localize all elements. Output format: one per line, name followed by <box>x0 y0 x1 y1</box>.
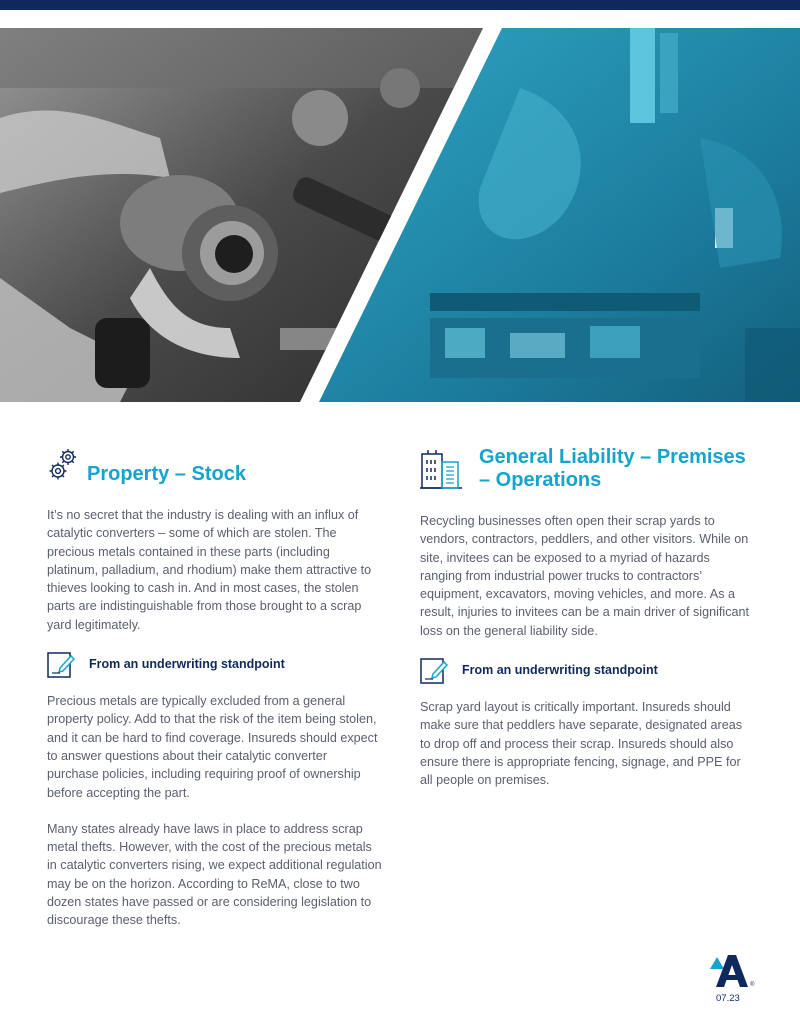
document-code: 07.23 <box>716 993 740 1004</box>
underwriting-subtitle: From an underwriting standpoint <box>462 663 658 678</box>
registered-mark: ® <box>750 982 755 988</box>
underwriting-subheader <box>420 656 755 684</box>
hero-banner <box>0 28 800 402</box>
property-underwriting-text: Precious metals are typically excluded from a general property policy. Add to that the risk of the item being stolen, and it can be hard to find coverage. Insureds should expect to answer questions about their catalytic converter purchase policies, including requiring proof of ownership before accepting the part. <box>47 694 378 800</box>
underwriting-subtitle: From an underwriting standpoint <box>89 657 285 672</box>
general-liability-section <box>420 446 755 790</box>
liability-underwriting-text: Scrap yard layout is critically important. Insureds should make sure that peddlers have separate, designated areas to drop off and process their scrap. Insureds should also ensure there is appropriate fencing, signage, and PPE for all people on premises. <box>420 700 743 788</box>
gears-icon <box>47 446 79 484</box>
property-intro-text: It’s no secret that the industry is dealing with an influx of catalytic converters – some of which are stolen. The precious metals contained in these parts (including platinum, palladium, and rhodium) make them attractive to thieves looking to cash in. And in most cases, the stolen parts are indistinguishable from those brought to a scrap yard legitimately. <box>47 508 372 632</box>
section-title: General Liability – Premises – Operations <box>479 446 746 491</box>
edit-note-icon <box>420 656 448 684</box>
edit-note-icon <box>47 650 75 678</box>
underwriting-subheader <box>47 650 382 678</box>
company-logo <box>706 953 756 989</box>
property-stock-header <box>47 446 382 486</box>
property-stock-section <box>47 446 382 930</box>
property-regulation-text: Many states already have laws in place to address scrap metal thefts. However, with the cost of the precious metals in catalytic converters rising, we expect additional regulation may be on the horizon. According to ReMA, close to two dozen states have passed or are considering legislation to discourage these thefts. <box>47 821 382 928</box>
buildings-icon <box>420 448 462 490</box>
liability-intro-text: Recycling businesses often open their scrap yards to vendors, contractors, peddlers, and other visitors. While on site, invitees can be exposed to a myriad of hazards ranging from industrial power trucks to contractors’ equipment, excavators, moving vehicles, and more. As a result, injuries to invitees can be a main driver of significant loss on the general liability side. <box>420 514 749 638</box>
section-title: Property – Stock <box>87 463 246 485</box>
top-bar <box>0 0 800 10</box>
general-liability-header <box>420 446 755 492</box>
